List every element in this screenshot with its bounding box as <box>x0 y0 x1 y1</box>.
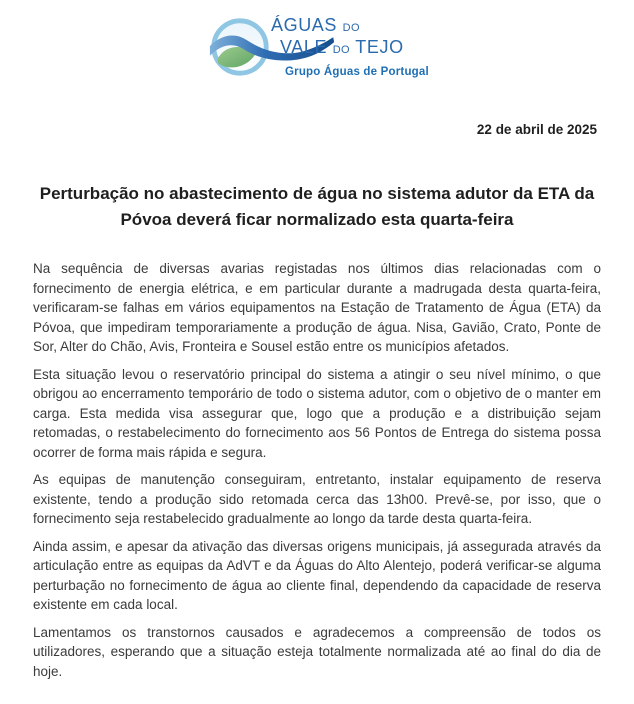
logo-word-do2: DO <box>332 44 351 56</box>
logo-word-do1: DO <box>342 22 360 34</box>
document-date: 22 de abril de 2025 <box>476 122 597 137</box>
body-paragraph-1: Na sequência de diversas avarias registadas nos últimos dias relacionadas com o fornecimento de energia elétrica, e em particular durante a madrugada desta quarta-feira, verificaram-se falhas em vários equipamentos na Estação de Tratamento de Água (ETA) da Póvoa, que impediram temporariamente a produção de água. Nisa, Gavião, Crato, Ponte de Sor, Alter do Chão, Avis, Fronteira e Sousel estão entre os municípios afetados. <box>33 261 601 354</box>
press-release-body <box>0 259 634 681</box>
press-release-title: Perturbação no abastecimento de água no sistema adutor da ETA da Póvoa deverá ficar normalizado esta quarta-feira <box>39 184 595 229</box>
body-paragraph-3: As equipas de manutenção conseguiram, entretanto, instalar equipamento de reserva existente, tendo a produção sido retomada cerca das 13h00. Prevê-se, por isso, que o fornecimento seja restabelecido gradualmente ao longo da tarde desta quarta-feira. <box>33 472 601 526</box>
company-name-line2 <box>280 38 429 60</box>
company-name <box>271 16 429 82</box>
logo-word-vale: VALE <box>280 37 328 57</box>
body-paragraph-4: Ainda assim, e apesar da ativação das diversas origens municipais, já assegurada através da articulação entre as equipas da AdVT e da Águas do Alto Alentejo, poderá verificar-se alguma perturbação no fornecimento de água ao cliente final, dependendo da capacidade de reserva existente em cada local. <box>33 538 601 612</box>
logo-word-aguas: ÁGUAS <box>271 15 338 35</box>
company-group-subtitle: Grupo Águas de Portugal <box>285 66 429 78</box>
company-name-line1 <box>271 16 429 38</box>
logo-word-tejo: TEJO <box>355 37 404 57</box>
company-logo <box>213 12 429 82</box>
body-paragraph-5: Lamentamos os transtornos causados e agradecemos a compreensão de todos os utilizadores, esperando que a situação esteja totalmente normalizada até ao final do dia de hoje. <box>33 624 601 679</box>
body-paragraph-2: Esta situação levou o reservatório principal do sistema a atingir o seu nível mínimo, o que obrigou ao encerramento temporário de todo o sistema adutor, com o objetivo de o manter em carga. Esta medida visa assegurar que, logo que a produção e a distribuição sejam retomadas, o restabelecimento do fornecimento aos 56 Pontos de Entrega do sistema possa ocorrer de forma mais rápida e segura. <box>33 366 601 460</box>
